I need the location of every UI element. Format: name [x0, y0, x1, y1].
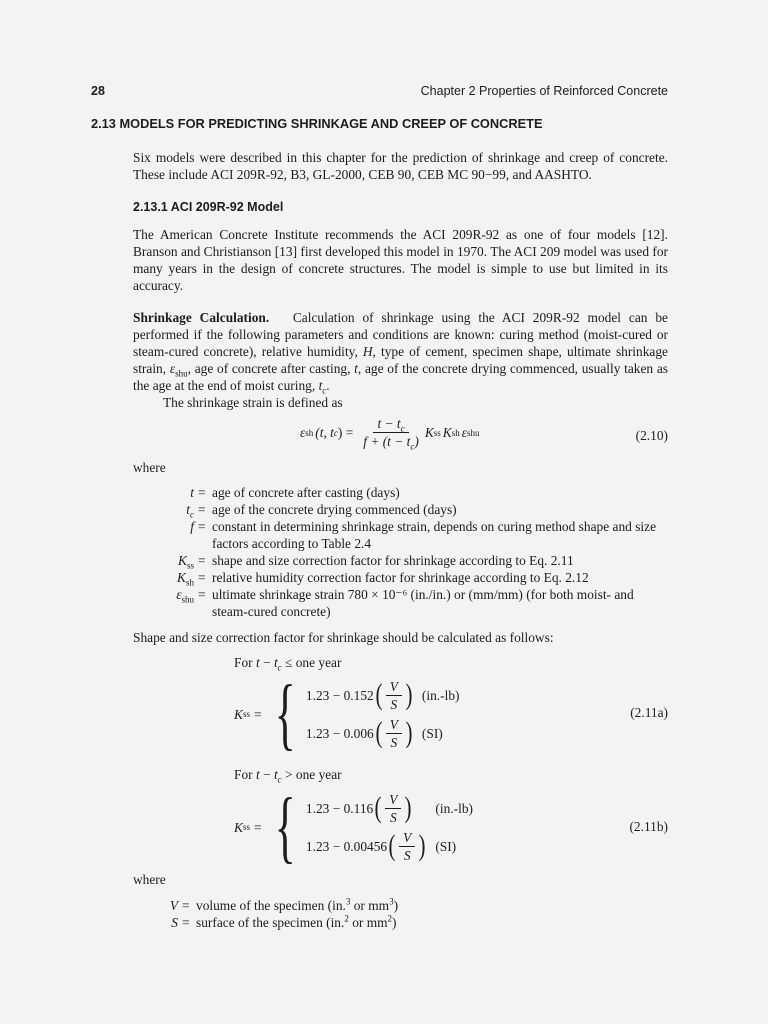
eq211a-case2-text: 1.23 − 0.006: [305, 725, 374, 741]
definition-symbol-main: K: [178, 553, 187, 568]
definition-symbol-sub: ss: [186, 560, 194, 571]
symbol-eps: ε: [169, 361, 176, 376]
eq211a-case-1: [306, 676, 460, 714]
eq211a-cond-post: ≤ one year: [281, 655, 342, 670]
eq210-denominator: [359, 433, 423, 452]
definition-symbol-main: K: [177, 570, 186, 585]
vs-sup1: 2: [344, 913, 349, 924]
symbol-eps-sub: shu: [175, 368, 188, 379]
eq211a-cond-mid: −: [259, 655, 274, 670]
definition-row: [130, 586, 668, 620]
shrinkage-text-c: , age of concrete after casting,: [187, 361, 355, 376]
eq211a-case-2: [306, 714, 460, 752]
definition-row: [130, 501, 668, 518]
eq211a-s-1: S: [390, 696, 398, 712]
eq211b-cond-mid: −: [259, 767, 274, 782]
eq211b-case1-text: 1.23 − 0.116: [305, 800, 374, 816]
left-brace-icon: {: [274, 670, 296, 758]
right-paren-icon: ): [404, 791, 412, 824]
shrinkage-text-b: , type of cement, specimen shape, ultimate shrinkage strain,: [133, 344, 668, 376]
defined-text: The shrinkage strain is defined as: [163, 395, 343, 410]
equation-2-11b: K ss = { 1.23 − 0.116 ( $\frac{V}{S}$ ) (in.-lb) 1.23 − 0.00456 ( $\frac{V}{S}$ ) (SI): [234, 783, 473, 871]
symbol-tc: t: [318, 378, 323, 393]
definition-symbol-sub: sh: [185, 577, 194, 588]
vs-definition-symbol: S: [171, 915, 178, 930]
equation-number-2-11a: (2.11a): [630, 705, 668, 720]
eq211a-vs-fraction-2: [386, 717, 402, 750]
page-number: 28: [91, 84, 105, 98]
vs-definition-equals: =: [182, 915, 190, 930]
vs-text: volume of the specimen (in.: [196, 898, 346, 913]
eq211a-v-2: V: [386, 717, 402, 734]
shrinkage-text-e: .: [326, 378, 330, 393]
definition-symbol: [130, 552, 198, 569]
eq211b-s-2: S: [403, 847, 411, 863]
eq211a-case1-text: 1.23 − 0.152: [305, 687, 374, 703]
eq211b-case-1: [306, 789, 473, 827]
eq210-lhs: ε: [300, 425, 306, 440]
shrinkage-text-a: Calculation of shrinkage using the ACI 209R-92 model can be performed if the following parameters and conditions are known: curing method (moist-cured or steam-cured concrete), relative humidity,: [133, 310, 668, 359]
definition-symbol: [130, 501, 198, 518]
running-head: Chapter 2 Properties of Reinforced Concrete: [420, 84, 668, 98]
definition-text: ultimate shrinkage strain 780 × 10⁻⁶ (in./in.) or (mm/mm) (for both moist- and steam-cured concrete): [212, 587, 634, 619]
run-in-heading: Shrinkage Calculation.: [133, 310, 270, 325]
definition-equals: =: [198, 502, 206, 517]
definition-symbol: [130, 518, 198, 552]
definition-text: age of concrete after casting (days): [212, 485, 400, 500]
eq210-numerator: [373, 416, 408, 433]
vs-definitions-list: [130, 897, 398, 931]
definition-symbol-main: t: [186, 502, 190, 517]
shape-intro: Shape and size correction factor for shrinkage should be calculated as follows:: [133, 630, 554, 645]
vs-mid: or mm: [348, 915, 388, 930]
vs-sup2: 2: [387, 913, 393, 924]
eq211b-case-2: [306, 827, 473, 865]
definition-symbol: [130, 586, 198, 620]
eq210-ksh: K: [442, 425, 452, 440]
eq210-eps: ε: [461, 425, 468, 440]
definition-symbol: [130, 484, 198, 501]
eq211a-cond-tc: t: [273, 655, 278, 670]
where-label-2: where: [133, 872, 166, 887]
definition-row: [130, 518, 668, 552]
definitions-list: [130, 484, 668, 620]
definition-equals: =: [198, 587, 206, 602]
vs-definition-row: [130, 914, 398, 931]
definition-equals: =: [198, 485, 206, 500]
definition-equals: =: [198, 553, 206, 568]
definition-text: constant in determining shrinkage strain, depends on curing method shape and size factors according to Table 2.4: [212, 519, 657, 551]
equation-2-11a: K ss = { 1.23 − 0.152 ( $\frac{V}{S}$ ) (in.-lb) 1.23 − 0.006 ( $\frac{V}{S}$ ) (SI): [234, 670, 460, 758]
eq210-fraction: [359, 416, 423, 452]
definition-symbol-main: ε: [176, 587, 182, 602]
definition-row: [130, 569, 668, 586]
section-heading: 2.13 MODELS FOR PREDICTING SHRINKAGE AND CREEP OF CONCRETE: [91, 116, 543, 131]
symbol-h: H: [362, 344, 373, 359]
vs-end: ): [393, 898, 399, 913]
eq211a-case2-unit: (SI): [421, 725, 443, 741]
definition-symbol-main: t: [190, 485, 194, 500]
definition-symbol-sub: shu: [181, 594, 194, 605]
eq211b-condition: [234, 766, 342, 783]
vs-end: ): [392, 915, 397, 930]
vs-definition-equals: =: [182, 898, 190, 913]
eq211b-equals: =: [253, 819, 262, 835]
eq210-args-end: ) =: [337, 425, 354, 440]
equation-number-2-10: (2.10): [635, 428, 668, 443]
vs-mid: or mm: [350, 898, 390, 913]
eq211a-case1-unit: (in.-lb): [421, 687, 460, 703]
vs-definition-symbol: V: [169, 898, 178, 913]
symbol-tc-sub: c: [322, 385, 327, 396]
intro-text: Six models were described in this chapter for the prediction of shrinkage and creep of concrete. These include ACI 209R-92, B3, GL-2000, CEB 90, CEB MC 90−99, and AASHTO.: [133, 150, 668, 182]
eq211a-vs-fraction-1: [386, 679, 402, 712]
eq211a-condition: [234, 654, 341, 671]
left-paren-icon: (: [388, 829, 396, 862]
right-paren-icon: ): [418, 829, 426, 862]
left-paren-icon: (: [375, 678, 383, 711]
eq211a-cond-pre: For: [234, 655, 256, 670]
left-paren-icon: (: [375, 716, 383, 749]
eq210-args: (t, t: [315, 425, 334, 440]
eq211b-v-1: V: [385, 792, 401, 809]
eq210-den-end: ): [414, 434, 419, 449]
eq211a-v-1: V: [386, 679, 402, 696]
definition-equals: =: [198, 570, 206, 585]
eq211b-vs-fraction-2: [399, 830, 415, 863]
vs-text: surface of the specimen (in.: [196, 915, 345, 930]
definition-symbol-sub: c: [190, 509, 194, 520]
eq210-den-text: f + (t − t: [363, 434, 411, 449]
definition-symbol: [130, 569, 198, 586]
eq211a-lhs: K: [234, 706, 243, 722]
vs-sup1: 3: [345, 896, 351, 907]
vs-definition-text: [196, 914, 397, 931]
definition-row: [130, 552, 668, 569]
subsection-heading: 2.13.1 ACI 209R-92 Model: [133, 200, 284, 214]
definition-symbol-main: f: [190, 519, 194, 534]
shrinkage-text-d: , age of the concrete drying commenced, usually taken as the age at the end of moist curing,: [133, 361, 668, 393]
eq211b-cond-t: t: [255, 767, 260, 782]
left-brace-icon: {: [274, 783, 296, 871]
definition-row: [130, 484, 668, 501]
eq210-kss: K: [424, 425, 434, 440]
eq211b-cond-post: > one year: [281, 767, 342, 782]
eq211b-case1-unit: (in.-lb): [435, 800, 473, 816]
equation-number-2-11b: (2.11b): [629, 819, 668, 834]
eq211a-cases: [306, 676, 460, 752]
vs-sup2: 3: [389, 896, 394, 907]
subsection-paragraph: [133, 226, 668, 294]
where-label-1: where: [133, 460, 166, 475]
left-paren-icon: (: [374, 791, 382, 824]
eq211a-s-2: S: [390, 734, 398, 750]
right-paren-icon: ): [405, 716, 413, 749]
definition-text: shape and size correction factor for shrinkage according to Eq. 2.11: [212, 553, 574, 568]
definition-text: relative humidity correction factor for shrinkage according to Eq. 2.12: [212, 570, 589, 585]
eq211b-cases: [306, 789, 473, 865]
vs-definition-row: [130, 897, 398, 914]
eq211b-case2-unit: (SI): [435, 838, 457, 854]
aci-model-text: The American Concrete Institute recommends the ACI 209R-92 as one of four models [12]. Branson and Christianson [13] first developed this model in 1970. The ACI 209 model was used for many years in the design of concrete structures. The model is simple to use but limited in its accuracy.: [133, 227, 668, 293]
definition-equals: =: [198, 519, 206, 534]
eq210-den-sub: c: [410, 441, 415, 452]
eq211b-v-2: V: [399, 830, 415, 847]
eq211a-cond-t: t: [255, 655, 260, 670]
symbol-t: t: [354, 361, 358, 376]
eq211b-s-1: S: [389, 809, 397, 825]
definition-text: age of the concrete drying commenced (days): [212, 502, 457, 517]
vs-definition-text: [196, 897, 398, 914]
shrinkage-paragraph: [133, 309, 668, 411]
equation-2-10: ε sh (t, t c ) = $\frac{t - t_c}{f + (t - t_c)}$ K ss K sh ε shu: [300, 416, 480, 452]
eq211a-cond-tc-sub: c: [277, 662, 282, 673]
eq211a-equals: =: [253, 706, 262, 722]
eq211b-lhs: K: [234, 819, 243, 835]
eq211b-vs-fraction-1: [385, 792, 401, 825]
eq210-num-text: t − t: [377, 416, 401, 431]
eq211b-case2-text: 1.23 − 0.00456: [305, 838, 388, 854]
section-intro: [133, 149, 668, 183]
eq211b-cond-pre: For: [234, 767, 256, 782]
eq210-num-sub: c: [400, 423, 405, 434]
eq211b-cond-tc: t: [273, 767, 278, 782]
eq211b-cond-tc-sub: c: [277, 774, 282, 785]
right-paren-icon: ): [405, 678, 413, 711]
